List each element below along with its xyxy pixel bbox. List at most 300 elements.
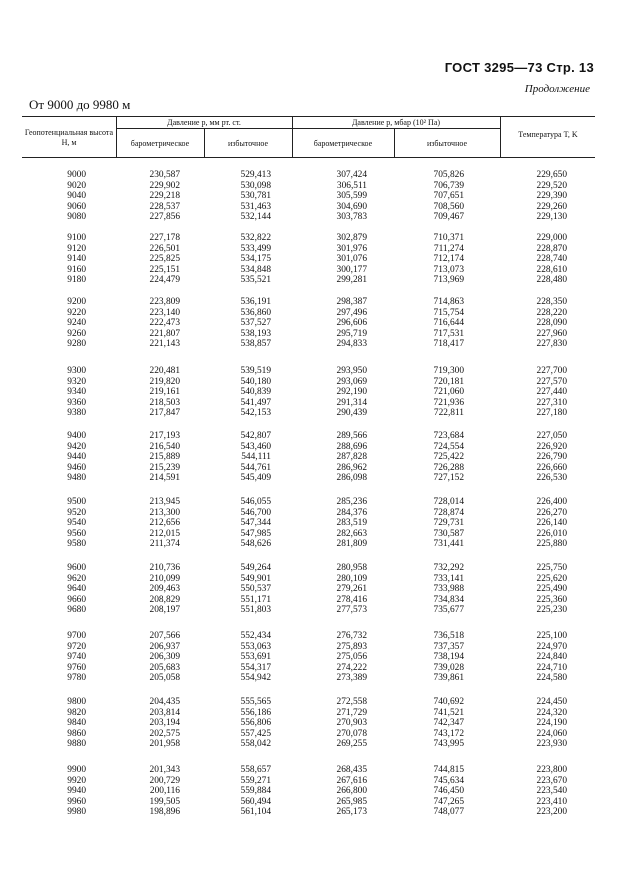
row-group-emm <box>227 497 271 550</box>
baro-mm-cell: 203,814 <box>149 707 180 718</box>
baro-mm-cell: 200,116 <box>149 786 180 797</box>
excess-mm-cell: 559,271 <box>240 775 271 786</box>
temperature-cell: 225,100 <box>536 631 567 641</box>
row-group-h <box>58 563 86 616</box>
baro-mm-cell: 226,501 <box>149 243 180 254</box>
baro-mbar-cell: 273,389 <box>336 673 367 684</box>
excess-mbar-cell: 709,467 <box>433 212 464 223</box>
temperature-cell: 228,090 <box>536 318 567 329</box>
excess-mbar-cell: 747,265 <box>433 796 464 807</box>
excess-mbar-cell: 730,587 <box>433 528 464 539</box>
height-cell: 9380 <box>67 408 86 419</box>
row-group-bmb <box>319 765 367 818</box>
temperature-cell: 223,800 <box>536 765 567 775</box>
excess-mm-cell: 541,497 <box>240 397 271 408</box>
row-group-h <box>58 366 86 419</box>
baro-mbar-cell: 278,416 <box>336 594 367 605</box>
baro-mm-cell: 200,729 <box>149 775 180 786</box>
height-cell: 9060 <box>67 201 86 212</box>
excess-mbar-cell: 716,644 <box>433 318 464 329</box>
row-group-emm <box>227 631 271 684</box>
excess-mbar-cell: 736,518 <box>433 631 464 641</box>
temperature-cell: 226,530 <box>536 473 567 484</box>
baro-mm-cell: 219,820 <box>149 376 180 387</box>
excess-mm-cell: 548,626 <box>240 539 271 550</box>
baro-mm-cell: 207,566 <box>149 631 180 641</box>
row-group-t <box>527 297 567 350</box>
excess-mbar-cell: 744,815 <box>433 765 464 775</box>
baro-mm-cell: 217,847 <box>149 408 180 419</box>
row-group-emb <box>418 497 464 550</box>
baro-mbar-cell: 306,511 <box>336 180 367 191</box>
row-group-bmb <box>319 497 367 550</box>
baro-mbar-cell: 276,732 <box>336 631 367 641</box>
row-group-h <box>58 765 86 818</box>
row-group-t <box>527 765 567 818</box>
height-cell: 9040 <box>67 191 86 202</box>
height-cell: 9760 <box>67 662 86 673</box>
excess-mm-cell: 556,186 <box>240 707 271 718</box>
excess-mm-cell: 556,806 <box>240 718 271 729</box>
header-temperature: Температура T, K <box>518 130 578 139</box>
baro-mm-cell: 219,161 <box>149 387 180 398</box>
baro-mm-cell: 223,809 <box>149 297 180 307</box>
baro-mbar-cell: 297,496 <box>336 307 367 318</box>
row-group-emb <box>418 765 464 818</box>
baro-mbar-cell: 269,255 <box>336 739 367 750</box>
excess-mbar-cell: 742,347 <box>433 718 464 729</box>
continuation-label: Продолжение <box>524 83 590 95</box>
excess-mm-cell: 544,111 <box>241 452 271 463</box>
temperature-cell: 228,740 <box>536 254 567 265</box>
excess-mbar-cell: 739,861 <box>433 673 464 684</box>
temperature-cell: 229,650 <box>536 170 567 180</box>
baro-mm-cell: 205,683 <box>149 662 180 673</box>
excess-mm-cell: 534,848 <box>240 264 271 275</box>
column-divider-3 <box>292 116 293 158</box>
excess-mm-cell: 538,193 <box>240 328 271 339</box>
height-cell: 9200 <box>67 297 86 307</box>
excess-mbar-cell: 721,060 <box>433 387 464 398</box>
baro-mm-cell: 214,591 <box>149 473 180 484</box>
temperature-cell: 227,310 <box>536 397 567 408</box>
temperature-cell: 226,140 <box>536 518 567 529</box>
temperature-cell: 227,050 <box>536 431 567 441</box>
baro-mm-cell: 204,435 <box>149 697 180 707</box>
excess-mm-cell: 547,985 <box>240 528 271 539</box>
temperature-cell: 225,750 <box>536 563 567 573</box>
temperature-cell: 227,440 <box>536 387 567 398</box>
row-group-h <box>58 497 86 550</box>
baro-mm-cell: 230,587 <box>149 170 180 180</box>
header-excess-mm: избыточное <box>227 139 269 148</box>
height-cell: 9640 <box>67 584 86 595</box>
height-cell: 9580 <box>67 539 86 550</box>
excess-mbar-cell: 714,863 <box>433 297 464 307</box>
temperature-cell: 228,350 <box>536 297 567 307</box>
height-range-title: От 9000 до 9980 м <box>29 97 131 112</box>
baro-mm-cell: 221,143 <box>149 339 180 350</box>
baro-mbar-cell: 275,056 <box>336 652 367 663</box>
temperature-cell: 226,400 <box>536 497 567 507</box>
header-baro-mbar: барометрическое <box>313 139 373 148</box>
temperature-cell: 224,190 <box>536 718 567 729</box>
height-cell: 9460 <box>67 462 86 473</box>
row-group-emb <box>418 297 464 350</box>
excess-mm-cell: 532,144 <box>240 212 271 223</box>
excess-mm-cell: 531,463 <box>240 201 271 212</box>
excess-mm-cell: 539,519 <box>240 366 271 376</box>
excess-mbar-cell: 740,692 <box>433 697 464 707</box>
excess-mbar-cell: 741,521 <box>433 707 464 718</box>
excess-mbar-cell: 745,634 <box>433 775 464 786</box>
height-cell: 9140 <box>67 254 86 265</box>
baro-mm-cell: 198,896 <box>149 807 180 818</box>
temperature-cell: 226,270 <box>536 507 567 518</box>
row-group-bmb <box>319 170 367 223</box>
baro-mbar-cell: 272,558 <box>336 697 367 707</box>
row-group-bmm <box>132 765 180 818</box>
height-cell: 9620 <box>67 573 86 584</box>
baro-mm-cell: 201,343 <box>149 765 180 775</box>
row-group-h <box>58 170 86 223</box>
height-cell: 9400 <box>67 431 86 441</box>
baro-mbar-cell: 299,281 <box>336 275 367 286</box>
temperature-cell: 226,660 <box>536 462 567 473</box>
row-group-emb <box>418 366 464 419</box>
row-group-t <box>527 366 567 419</box>
row-group-h <box>58 697 86 750</box>
height-cell: 9520 <box>67 507 86 518</box>
baro-mbar-cell: 293,069 <box>336 376 367 387</box>
height-cell: 9840 <box>67 718 86 729</box>
temperature-cell: 224,710 <box>536 662 567 673</box>
height-cell: 9480 <box>67 473 86 484</box>
temperature-cell: 229,390 <box>536 191 567 202</box>
group-subrule-mbar <box>292 128 500 129</box>
row-group-emm <box>227 297 271 350</box>
excess-mm-cell: 530,098 <box>240 180 271 191</box>
baro-mbar-cell: 266,800 <box>336 786 367 797</box>
header-baro-mm: барометрическое <box>130 139 190 148</box>
height-cell: 9740 <box>67 652 86 663</box>
row-group-bmm <box>132 170 180 223</box>
baro-mm-cell: 206,309 <box>149 652 180 663</box>
baro-mbar-cell: 307,424 <box>336 170 367 180</box>
temperature-cell: 223,670 <box>536 775 567 786</box>
height-cell: 9800 <box>67 697 86 707</box>
excess-mm-cell: 532,822 <box>240 233 271 243</box>
height-cell: 9540 <box>67 518 86 529</box>
temperature-cell: 226,010 <box>536 528 567 539</box>
excess-mbar-cell: 728,014 <box>433 497 464 507</box>
temperature-cell: 229,520 <box>536 180 567 191</box>
header-group-mm: Давление p, мм рт. ст. <box>167 118 241 127</box>
row-group-bmm <box>132 631 180 684</box>
baro-mm-cell: 217,193 <box>149 431 180 441</box>
height-cell: 9180 <box>67 275 86 286</box>
excess-mm-cell: 545,409 <box>240 473 271 484</box>
height-cell: 9960 <box>67 796 86 807</box>
baro-mbar-cell: 265,985 <box>336 796 367 807</box>
baro-mbar-cell: 292,190 <box>336 387 367 398</box>
baro-mbar-cell: 286,098 <box>336 473 367 484</box>
excess-mbar-cell: 713,969 <box>433 275 464 286</box>
standard-header: ГОСТ 3295—73 Стр. 13 <box>444 60 594 75</box>
height-cell: 9780 <box>67 673 86 684</box>
height-cell: 9120 <box>67 243 86 254</box>
baro-mm-cell: 218,503 <box>149 397 180 408</box>
excess-mm-cell: 549,264 <box>240 563 271 573</box>
excess-mbar-cell: 733,141 <box>433 573 464 584</box>
baro-mm-cell: 228,537 <box>149 201 180 212</box>
temperature-cell: 224,320 <box>536 707 567 718</box>
row-group-emb <box>418 697 464 750</box>
excess-mm-cell: 560,494 <box>240 796 271 807</box>
baro-mm-cell: 229,902 <box>149 180 180 191</box>
baro-mbar-cell: 270,903 <box>336 718 367 729</box>
height-cell: 9500 <box>67 497 86 507</box>
temperature-cell: 227,700 <box>536 366 567 376</box>
height-cell: 9000 <box>67 170 86 180</box>
baro-mbar-cell: 295,719 <box>336 328 367 339</box>
baro-mm-cell: 222,473 <box>149 318 180 329</box>
excess-mbar-cell: 708,560 <box>433 201 464 212</box>
excess-mbar-cell: 711,274 <box>433 243 464 254</box>
temperature-cell: 227,830 <box>536 339 567 350</box>
excess-mbar-cell: 738,194 <box>433 652 464 663</box>
excess-mbar-cell: 726,288 <box>433 462 464 473</box>
column-divider-4 <box>394 128 395 158</box>
height-cell: 9920 <box>67 775 86 786</box>
height-cell: 9820 <box>67 707 86 718</box>
row-group-h <box>58 233 86 286</box>
excess-mbar-cell: 710,371 <box>433 233 464 243</box>
height-cell: 9260 <box>67 328 86 339</box>
temperature-cell: 227,960 <box>536 328 567 339</box>
row-group-emb <box>418 563 464 616</box>
baro-mm-cell: 213,945 <box>149 497 180 507</box>
height-cell: 9440 <box>67 452 86 463</box>
header-height: Геопотенциальная высота H, м <box>24 128 114 147</box>
excess-mbar-cell: 743,995 <box>433 739 464 750</box>
row-group-bmb <box>319 297 367 350</box>
baro-mm-cell: 225,825 <box>149 254 180 265</box>
baro-mbar-cell: 270,078 <box>336 728 367 739</box>
row-group-bmb <box>319 697 367 750</box>
row-group-t <box>527 497 567 550</box>
column-divider-2 <box>204 128 205 158</box>
height-cell: 9080 <box>67 212 86 223</box>
baro-mbar-cell: 268,435 <box>336 765 367 775</box>
excess-mm-cell: 550,537 <box>240 584 271 595</box>
baro-mm-cell: 213,300 <box>149 507 180 518</box>
baro-mbar-cell: 293,950 <box>336 366 367 376</box>
row-group-h <box>58 431 86 484</box>
height-cell: 9860 <box>67 728 86 739</box>
row-group-h <box>58 297 86 350</box>
excess-mbar-cell: 737,357 <box>433 641 464 652</box>
table-top-rule <box>22 116 595 117</box>
row-group-bmb <box>319 233 367 286</box>
excess-mm-cell: 536,191 <box>240 297 271 307</box>
row-group-emb <box>418 431 464 484</box>
height-cell: 9680 <box>67 605 86 616</box>
baro-mbar-cell: 281,809 <box>336 539 367 550</box>
baro-mm-cell: 199,505 <box>149 796 180 807</box>
baro-mm-cell: 221,807 <box>149 328 180 339</box>
row-group-bmb <box>319 431 367 484</box>
temperature-cell: 227,570 <box>536 376 567 387</box>
height-cell: 9020 <box>67 180 86 191</box>
excess-mm-cell: 561,104 <box>240 807 271 818</box>
temperature-cell: 224,840 <box>536 652 567 663</box>
row-group-bmm <box>132 233 180 286</box>
baro-mm-cell: 201,958 <box>149 739 180 750</box>
row-group-bmm <box>132 431 180 484</box>
height-cell: 9160 <box>67 264 86 275</box>
excess-mbar-cell: 713,073 <box>433 264 464 275</box>
excess-mm-cell: 544,761 <box>240 462 271 473</box>
excess-mbar-cell: 733,988 <box>433 584 464 595</box>
excess-mbar-cell: 717,531 <box>433 328 464 339</box>
excess-mm-cell: 554,317 <box>240 662 271 673</box>
height-cell: 9300 <box>67 366 86 376</box>
excess-mbar-cell: 734,834 <box>433 594 464 605</box>
excess-mbar-cell: 720,181 <box>433 376 464 387</box>
excess-mm-cell: 542,807 <box>240 431 271 441</box>
baro-mm-cell: 225,151 <box>149 264 180 275</box>
excess-mm-cell: 557,425 <box>240 728 271 739</box>
excess-mbar-cell: 739,028 <box>433 662 464 673</box>
excess-mm-cell: 529,413 <box>240 170 271 180</box>
excess-mbar-cell: 712,174 <box>433 254 464 265</box>
row-group-t <box>527 563 567 616</box>
excess-mbar-cell: 732,292 <box>433 563 464 573</box>
temperature-cell: 228,870 <box>536 243 567 254</box>
temperature-cell: 225,880 <box>536 539 567 550</box>
excess-mbar-cell: 722,811 <box>433 408 464 419</box>
temperature-cell: 225,230 <box>536 605 567 616</box>
baro-mm-cell: 223,140 <box>149 307 180 318</box>
height-cell: 9700 <box>67 631 86 641</box>
excess-mm-cell: 533,499 <box>240 243 271 254</box>
excess-mbar-cell: 727,152 <box>433 473 464 484</box>
temperature-cell: 225,620 <box>536 573 567 584</box>
row-group-bmm <box>132 697 180 750</box>
baro-mbar-cell: 283,519 <box>336 518 367 529</box>
row-group-emm <box>227 431 271 484</box>
baro-mbar-cell: 277,573 <box>336 605 367 616</box>
excess-mbar-cell: 707,651 <box>433 191 464 202</box>
excess-mm-cell: 530,781 <box>240 191 271 202</box>
column-divider-1 <box>116 116 117 158</box>
temperature-cell: 224,060 <box>536 728 567 739</box>
height-cell: 9560 <box>67 528 86 539</box>
height-cell: 9280 <box>67 339 86 350</box>
temperature-cell: 229,130 <box>536 212 567 223</box>
height-cell: 9720 <box>67 641 86 652</box>
excess-mm-cell: 555,565 <box>240 697 271 707</box>
excess-mbar-cell: 705,826 <box>433 170 464 180</box>
baro-mbar-cell: 290,439 <box>336 408 367 419</box>
baro-mbar-cell: 267,616 <box>336 775 367 786</box>
excess-mm-cell: 543,460 <box>240 441 271 452</box>
temperature-cell: 228,220 <box>536 307 567 318</box>
baro-mbar-cell: 280,109 <box>336 573 367 584</box>
excess-mm-cell: 540,839 <box>240 387 271 398</box>
baro-mm-cell: 229,218 <box>149 191 180 202</box>
height-cell: 9320 <box>67 376 86 387</box>
baro-mbar-cell: 291,314 <box>336 397 367 408</box>
baro-mbar-cell: 304,690 <box>336 201 367 212</box>
baro-mm-cell: 216,540 <box>149 441 180 452</box>
baro-mm-cell: 215,239 <box>149 462 180 473</box>
temperature-cell: 224,970 <box>536 641 567 652</box>
baro-mm-cell: 227,856 <box>149 212 180 223</box>
excess-mm-cell: 546,055 <box>240 497 271 507</box>
row-group-t <box>527 431 567 484</box>
row-group-emm <box>227 170 271 223</box>
baro-mm-cell: 208,197 <box>149 605 180 616</box>
excess-mbar-cell: 746,450 <box>433 786 464 797</box>
baro-mbar-cell: 301,076 <box>336 254 367 265</box>
height-cell: 9900 <box>67 765 86 775</box>
excess-mm-cell: 547,344 <box>240 518 271 529</box>
baro-mm-cell: 203,194 <box>149 718 180 729</box>
temperature-cell: 223,410 <box>536 796 567 807</box>
baro-mbar-cell: 305,599 <box>336 191 367 202</box>
excess-mm-cell: 549,901 <box>240 573 271 584</box>
baro-mm-cell: 220,481 <box>149 366 180 376</box>
baro-mm-cell: 224,479 <box>149 275 180 286</box>
excess-mm-cell: 551,171 <box>240 594 271 605</box>
excess-mbar-cell: 718,417 <box>433 339 464 350</box>
baro-mm-cell: 212,656 <box>149 518 180 529</box>
row-group-emm <box>227 697 271 750</box>
row-group-bmb <box>319 563 367 616</box>
baro-mbar-cell: 296,606 <box>336 318 367 329</box>
baro-mbar-cell: 279,261 <box>336 584 367 595</box>
height-cell: 9940 <box>67 786 86 797</box>
row-group-emb <box>418 233 464 286</box>
row-group-t <box>527 233 567 286</box>
height-cell: 9100 <box>67 233 86 243</box>
row-group-bmb <box>319 631 367 684</box>
temperature-cell: 223,930 <box>536 739 567 750</box>
baro-mm-cell: 205,058 <box>149 673 180 684</box>
temperature-cell: 223,200 <box>536 807 567 818</box>
height-cell: 9240 <box>67 318 86 329</box>
row-group-bmm <box>132 297 180 350</box>
baro-mm-cell: 215,889 <box>149 452 180 463</box>
temperature-cell: 224,450 <box>536 697 567 707</box>
excess-mbar-cell: 748,077 <box>433 807 464 818</box>
excess-mm-cell: 553,691 <box>240 652 271 663</box>
temperature-cell: 225,490 <box>536 584 567 595</box>
temperature-cell: 227,180 <box>536 408 567 419</box>
baro-mbar-cell: 284,376 <box>336 507 367 518</box>
excess-mm-cell: 540,180 <box>240 376 271 387</box>
height-cell: 9340 <box>67 387 86 398</box>
baro-mbar-cell: 286,962 <box>336 462 367 473</box>
excess-mbar-cell: 728,874 <box>433 507 464 518</box>
excess-mbar-cell: 729,731 <box>433 518 464 529</box>
baro-mbar-cell: 274,222 <box>336 662 367 673</box>
row-group-emm <box>227 563 271 616</box>
row-group-t <box>527 170 567 223</box>
baro-mm-cell: 227,178 <box>149 233 180 243</box>
